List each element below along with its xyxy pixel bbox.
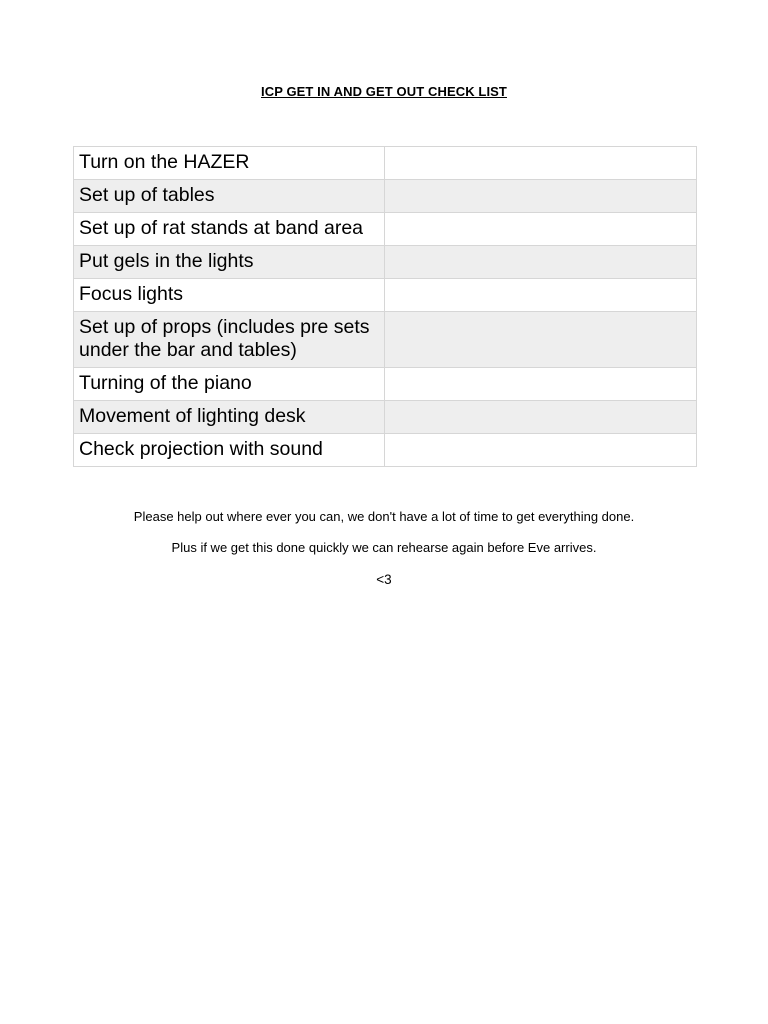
checklist-table <box>73 146 697 467</box>
task-cell: Set up of props (includes pre sets under the bar and tables) <box>74 312 385 368</box>
check-cell <box>385 213 697 246</box>
check-cell <box>385 147 697 180</box>
task-cell: Set up of rat stands at band area <box>74 213 385 246</box>
task-cell: Focus lights <box>74 279 385 312</box>
task-cell: Check projection with sound <box>74 434 385 467</box>
check-cell <box>385 246 697 279</box>
table-row <box>74 434 697 467</box>
check-cell <box>385 434 697 467</box>
heart-note: <3 <box>376 572 392 587</box>
task-cell: Movement of lighting desk <box>74 401 385 434</box>
table-row <box>74 401 697 434</box>
check-cell <box>385 279 697 312</box>
document-title: ICP GET IN AND GET OUT CHECK LIST <box>261 84 507 99</box>
table-row <box>74 147 697 180</box>
task-cell: Turn on the HAZER <box>74 147 385 180</box>
table-row <box>74 312 697 368</box>
check-cell <box>385 312 697 368</box>
check-cell <box>385 401 697 434</box>
table-row <box>74 368 697 401</box>
task-cell: Set up of tables <box>74 180 385 213</box>
rehearse-note: Plus if we get this done quickly we can rehearse again before Eve arrives. <box>171 540 597 555</box>
task-cell: Put gels in the lights <box>74 246 385 279</box>
table-row <box>74 180 697 213</box>
check-cell <box>385 180 697 213</box>
table-row <box>74 213 697 246</box>
table-row <box>74 246 697 279</box>
task-cell: Turning of the piano <box>74 368 385 401</box>
check-cell <box>385 368 697 401</box>
help-note: Please help out where ever you can, we don't have a lot of time to get everything done. <box>133 509 635 524</box>
table-row <box>74 279 697 312</box>
